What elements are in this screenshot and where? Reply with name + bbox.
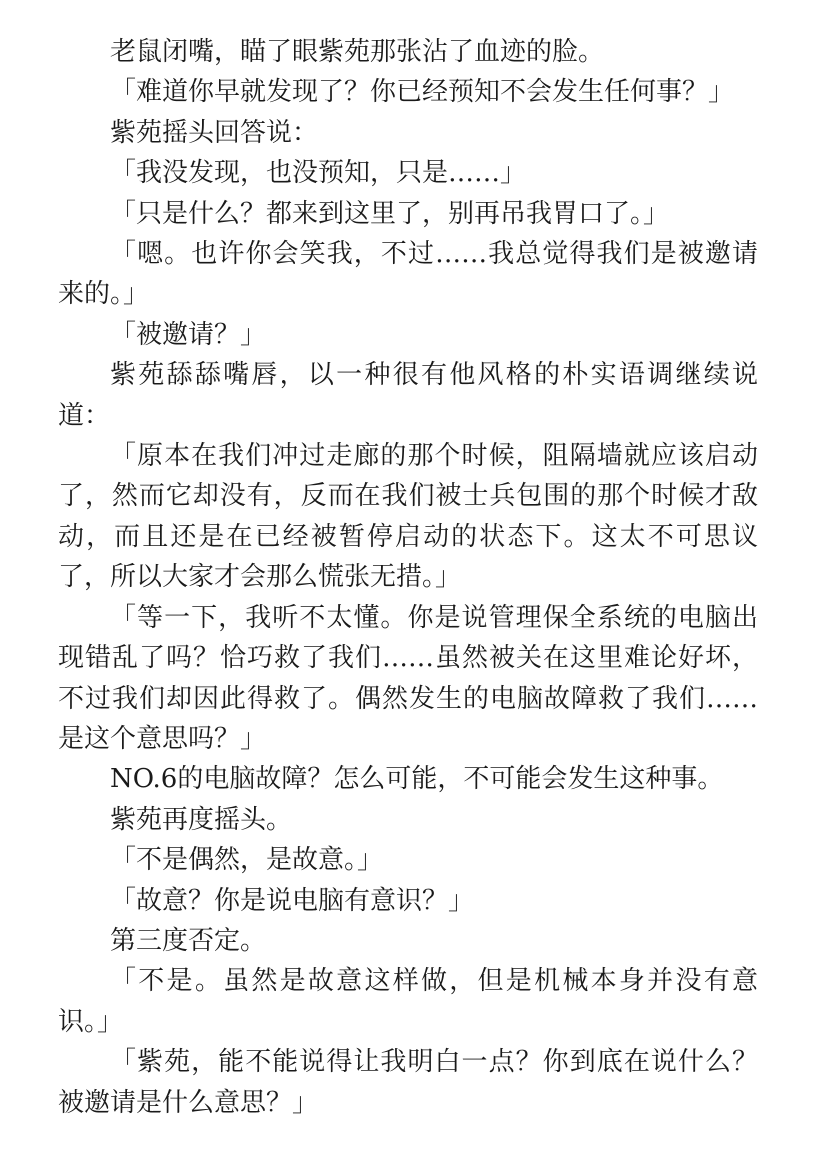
paragraph: 「原本在我们冲过走廊的那个时候，阻隔墙就应该启动了，然而它却没有，反而在我们被士兵包围的那个时候才敌动，而且还是在已经被暂停启动的状态下。这太不可思议了，所以大家才会那么慌张无措。」 [58, 441, 758, 593]
paragraph: 「只是什么？都来到这里了，别再吊我胃口了。」 [110, 198, 670, 229]
paragraph: 第三度否定。 [110, 925, 267, 956]
paragraph: 「嗯。也许你会笑我，不过……我总觉得我们是被邀请来的。」 [58, 239, 758, 310]
paragraph: 紫苑再度摇头。 [110, 804, 293, 835]
paragraph: 「不是。虽然是故意这样做，但是机械本身并没有意识。」 [58, 966, 758, 1037]
paragraph: 「我没发现，也没预知，只是……」 [110, 158, 527, 189]
paragraph: 紫苑舔舔嘴唇，以一种很有他风格的朴实语调继续说道： [58, 360, 758, 431]
paragraph: 「紫苑，能不能说得让我明白一点？你到底在说什么？被邀请是什么意思？」 [58, 1047, 758, 1118]
paragraph: 「被邀请？」 [110, 319, 267, 350]
page-text [58, 32, 758, 1123]
paragraph: 「难道你早就发现了？你已经预知不会发生任何事？」 [110, 77, 735, 108]
paragraph: 老鼠闭嘴，瞄了眼紫苑那张沾了血迹的脸。 [110, 37, 605, 67]
paragraph: 「等一下，我听不太懂。你是说管理保全系统的电脑出现错乱了吗？恰巧救了我们……虽然被关在这里难论好坏，不过我们却因此得救了。偶然发生的电脑故障救了我们……是这个意思吗？」 [58, 602, 758, 754]
paragraph: 紫苑摇头回答说： [110, 117, 319, 148]
paragraph: 「不是偶然，是故意。」 [110, 845, 384, 876]
paragraph: 「故意？你是说电脑有意识？」 [110, 885, 475, 916]
paragraph: NO.6的电脑故障？怎么可能，不可能会发生这种事。 [110, 764, 724, 795]
